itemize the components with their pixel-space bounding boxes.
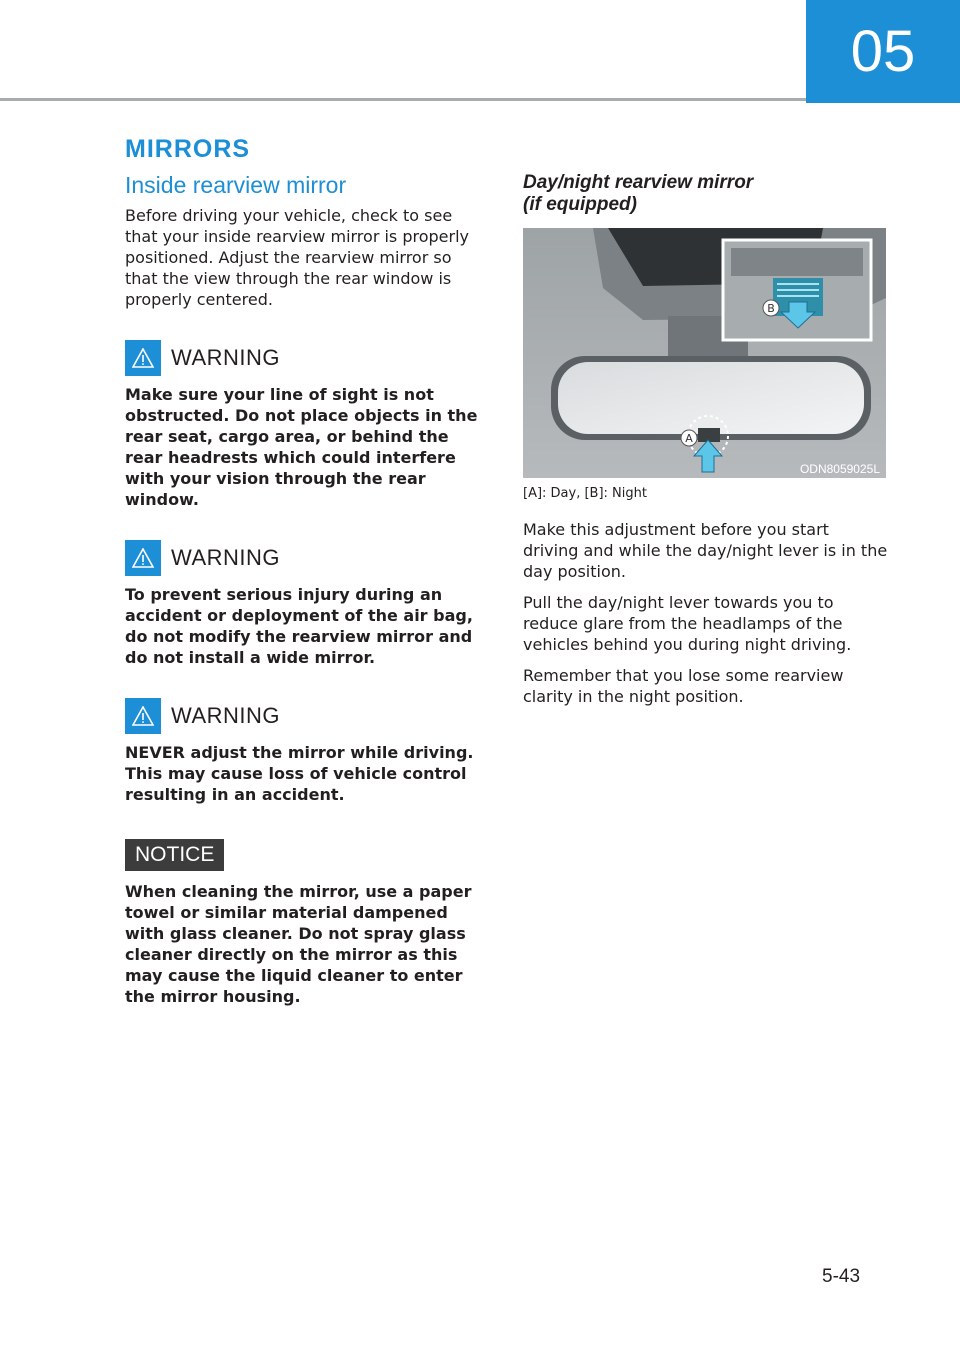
- warning-label: WARNING: [171, 345, 281, 370]
- notice-box: [125, 805, 485, 1007]
- header-rule: [0, 98, 806, 101]
- page-number: 5-43: [822, 1266, 861, 1287]
- warning-box: [125, 698, 485, 805]
- warning-header: [125, 340, 485, 376]
- warning-triangle-icon: [125, 340, 161, 376]
- subtitle-day-night-mirror: [523, 172, 888, 216]
- right-column: [523, 172, 888, 717]
- mirror-illustration-svg: [523, 228, 886, 478]
- warning-triangle-icon: [125, 698, 161, 734]
- intro-paragraph: Before driving your vehicle, check to see that your inside rearview mirror is properly positioned. Adjust the rearview mirror so that the view through the rear window is properly centered.: [125, 206, 470, 309]
- warning-label: WARNING: [171, 545, 281, 570]
- body-paragraph: Pull the day/night lever towards you to reduce glare from the headlamps of the vehicles behind you during night driving.: [523, 593, 852, 654]
- warning-text: To prevent serious injury during an accident or deployment of the air bag, do not modify the rearview mirror and do not install a wide mirror.: [125, 585, 473, 667]
- warning-box: [125, 540, 485, 668]
- left-column: [125, 172, 485, 1007]
- warning-header: [125, 698, 485, 734]
- label-a: A: [685, 432, 693, 445]
- body-paragraph: Make this adjustment before you start driving and while the day/night lever is in the day position.: [523, 520, 888, 581]
- figure-caption: [A]: Day, [B]: Night: [523, 486, 647, 501]
- subtitle-line-2: (if equipped): [523, 194, 637, 215]
- subtitle-line-1: Day/night rearview mirror: [523, 172, 754, 193]
- warning-text: Make sure your line of sight is not obstructed. Do not place objects in the rear seat, cargo area, or behind the rear headrests which could interfere with your vision through the rear window.: [125, 385, 478, 509]
- notice-label: NOTICE: [125, 839, 224, 871]
- warning-box: [125, 340, 485, 510]
- section-title: MIRRORS: [125, 135, 251, 163]
- body-paragraph: Remember that you lose some rearview clarity in the night position.: [523, 666, 844, 706]
- warning-label: WARNING: [171, 703, 281, 728]
- figure-code: ODN8059025L: [799, 462, 880, 476]
- warning-text: NEVER adjust the mirror while driving. This may cause loss of vehicle control resulting in an accident.: [125, 743, 474, 804]
- chapter-tab: 05: [806, 0, 960, 103]
- warning-triangle-icon: [125, 540, 161, 576]
- label-b: B: [767, 302, 775, 315]
- mirror-illustration: [523, 228, 886, 478]
- subtitle-inside-mirror: Inside rearview mirror: [125, 172, 347, 198]
- warning-header: [125, 540, 485, 576]
- notice-text: When cleaning the mirror, use a paper towel or similar material dampened with glass cleaner. Do not spray glass cleaner directly on the mirror as this may cause the liquid cleaner to enter the mirror housing.: [125, 882, 472, 1006]
